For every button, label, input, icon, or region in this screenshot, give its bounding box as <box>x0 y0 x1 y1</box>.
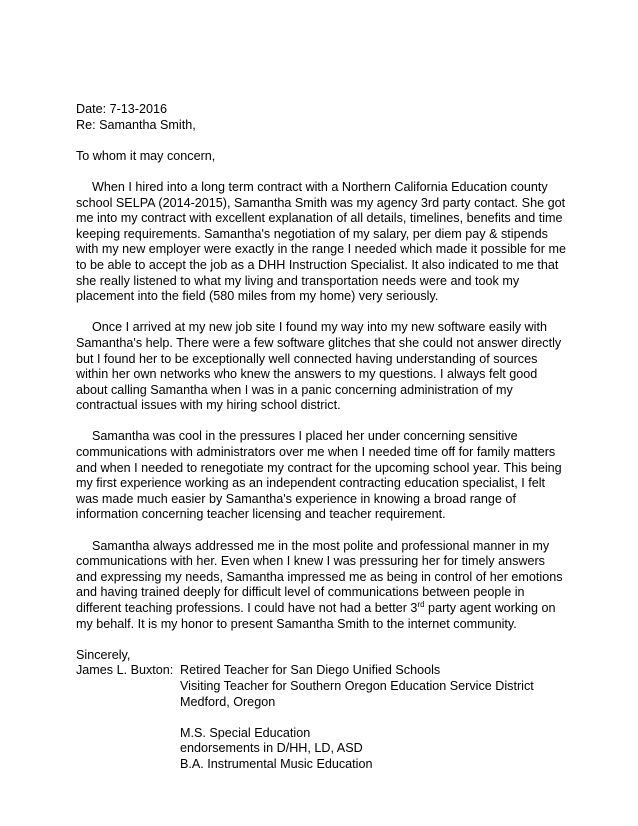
credential-1: M.S. Special Education <box>180 725 311 740</box>
signer-details <box>180 663 566 772</box>
credential-3: B.A. Instrumental Music Education <box>180 756 373 771</box>
letter-page <box>76 102 566 773</box>
body-paragraph-2: Once I arrived at my new job site I found my way into my new software easily with Samantha's help. There were a few software glitches that she could not answer directly but I found her to be exceptionally well connected having understanding of sources within her own networks who knew the answers to my questions. I always felt good about calling Samantha when I was in a panic concerning administration of my contractual issues with my hiring school district. <box>76 320 562 413</box>
signer-title-1: Retired Teacher for San Diego Unified Schools <box>180 663 441 678</box>
signer-name: James L. Buxton: <box>76 663 174 678</box>
credential-2: endorsements in D/HH, LD, ASD <box>180 741 363 756</box>
signer-location: Medford, Oregon <box>180 694 276 709</box>
spacer <box>76 305 566 321</box>
letter-date: Date: 7-13-2016 <box>76 102 168 116</box>
ordinal-suffix: rd <box>417 599 425 609</box>
spacer <box>76 523 566 539</box>
spacer <box>76 414 566 430</box>
letter-body <box>76 180 566 632</box>
body-paragraph-1: When I hired into a long term contract with a Northern California Education county school SELPA (2014-2015), Samantha Smith was my agency 3rd party contact. She got me into my contract with excellent explanation of all details, timelines, benefits and time keeping requirements. Samantha's negotiation of my salary, per diem pay & stipends with my new employer were exactly in the range I needed which made it possible for me to be able to accept the job as a DHH Instruction Specialist. It also indicated to me that she really listened to what my living and transportation needs were and took my placement into the field (580 miles from my home) very seriously. <box>76 179 566 304</box>
spacer <box>76 164 566 180</box>
signature-block <box>76 663 566 772</box>
body-paragraph-4 <box>76 539 566 633</box>
paragraph-4-text-b: party agent working on my behalf. It is my honor to present Samantha Smith to the internet community. <box>76 601 556 631</box>
spacer <box>180 710 566 726</box>
spacer <box>76 133 566 149</box>
body-paragraph-3: Samantha was cool in the pressures I placed her under concerning sensitive communications with administrators over me when I needed time off for family matters and when I needed to renegotiate my contract for the upcoming school year. This being my first experience working as an independent contracting education specialist, I felt was made much easier by Samantha's experience in knowing a broad range of information concerning teacher licensing and teacher requirement. <box>76 429 562 522</box>
paragraph-4-text-a: Samantha always addressed me in the most polite and professional manner in my communications with her. Even when I knew I was pressuring her for timely answers and expressing my needs, Samantha impressed me as being in control of her emotions and having trained deeply for difficult level of communications between people in different teaching professions. I could have not had a better 3 <box>76 538 563 615</box>
letter-closing: Sincerely, <box>76 647 131 662</box>
letter-salutation: To whom it may concern, <box>76 148 216 163</box>
spacer <box>76 632 566 648</box>
signer-title-2: Visiting Teacher for Southern Oregon Education Service District <box>180 678 534 693</box>
letter-subject: Re: Samantha Smith, <box>76 117 196 132</box>
